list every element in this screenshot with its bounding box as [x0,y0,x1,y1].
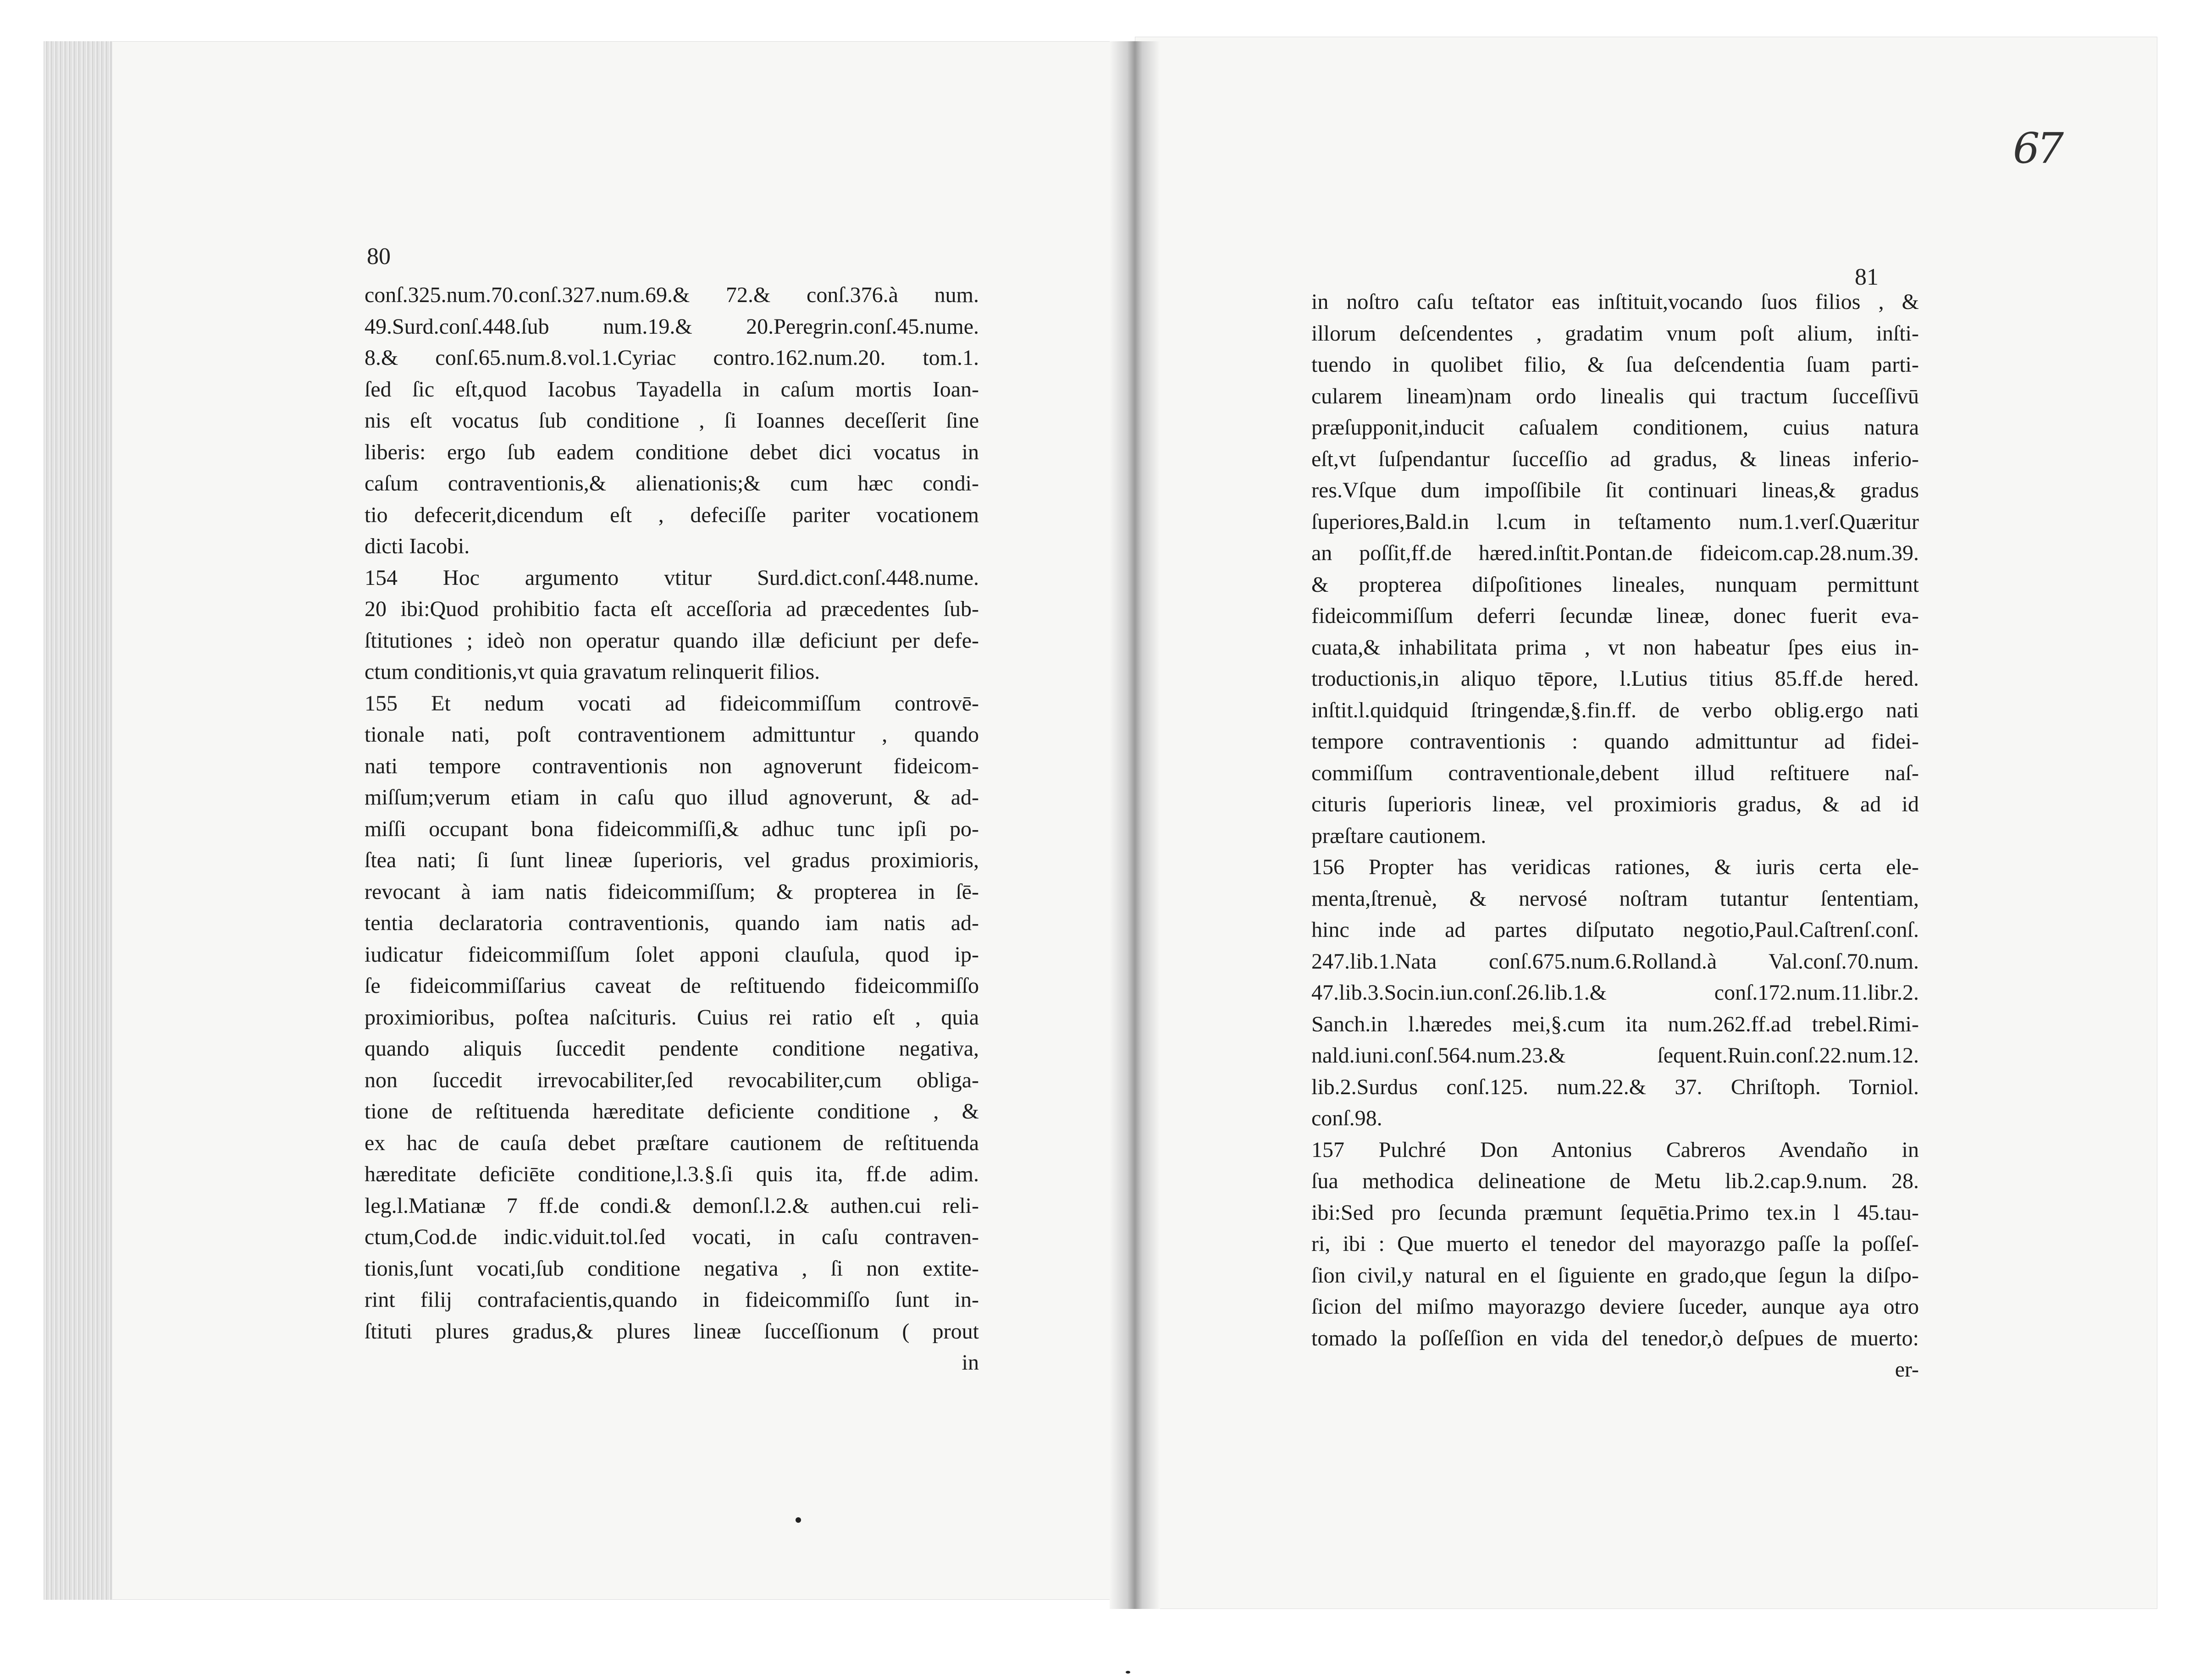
text-line: 154 Hoc argumento vtitur Surd.dict.conſ.448.nume. [365,565,979,590]
right-page-number: 81 [1855,264,1879,290]
text-line: cularem lineam)nam ordo linealis qui tractum ſucceſſivū [1311,384,1919,408]
text-line: tio defecerit,dicendum eſt , defeciſſe pariter vocationem [365,502,979,527]
text-line: nald.iuni.conſ.564.num.23.& ſequent.Ruin.conſ.22.num.12. [1311,1043,1919,1068]
text-line: 157 Pulchré Don Antonius Cabreros Avendaño in [1311,1137,1919,1162]
text-line: tentia declaratoria contraventionis, quando iam natis ad- [365,911,979,935]
text-line: quando aliquis ſuccedit pendente conditione negativa, [365,1036,979,1061]
text-line: conſ.98. [1311,1106,1382,1130]
text-line: nis eſt vocatus ſub conditione , ſi Ioannes deceſſerit ſine [365,408,979,433]
text-line: ſicion del miſmo mayorazgo deviere ſuceder, aunque aya otro [1311,1294,1919,1319]
text-line: conſ.325.num.70.conſ.327.num.69.& 72.& conſ.376.à num. [365,283,979,307]
text-line: tuendo in quolibet filio, & ſua deſcendentia ſuam parti- [1311,353,1919,377]
left-page-text [365,280,979,1379]
text-line: 155 Et nedum vocati ad fideicommiſſum controvē- [365,691,979,716]
text-line: caſum contraventionis,& alienationis;& cum hæc condi- [365,471,979,496]
text-line: ſe fideicommiſſarius caveat de reſtituendo fideicommiſſo [365,974,979,998]
text-line: ſtea nati; ſi ſunt lineæ ſuperioris, vel gradus proximioris, [365,848,979,872]
text-line: ſtitutiones ; ideò non operatur quando illæ deficiunt per defe- [365,628,979,653]
text-line: revocant à iam natis fideicommiſſum; & propterea in ſē- [365,879,979,904]
text-line: inſtit.l.quidquid ſtringendæ,§.fin.ff. de verbo oblig.ergo nati [1311,698,1919,722]
text-line: & propterea diſpoſitiones lineales, nunquam permittunt [1311,572,1919,597]
text-line: ex hac de cauſa debet præſtare cautionem de reſtituenda [365,1130,979,1155]
text-line: ſed ſic eſt,quod Iacobus Tayadella in caſum mortis Ioan- [365,377,979,402]
left-page-number: 80 [367,243,391,270]
text-line: hæreditate deficiēte conditione,l.3.§.ſi quis ita, ff.de adim. [365,1162,979,1186]
text-line: ſion civil,y natural en el ſiguiente en grado,que ſegun la diſpo- [1311,1263,1919,1288]
text-line: rint filij contrafacientis,quando in fideicommiſſo ſunt in- [365,1288,979,1312]
ink-speck [796,1517,801,1523]
text-line: liberis: ergo ſub eadem conditione debet dici vocatus in [365,440,979,464]
text-line: miſſum;verum etiam in caſu quo illud agnoverunt, & ad- [365,785,979,810]
text-line: præſupponit,inducit caſualem conditionem, cuius natura [1311,415,1919,440]
text-line: res.Vſque dum impoſſibile ſit continuari lineas,& gradus [1311,478,1919,502]
text-line: tomado la poſſeſſion en vida del tenedor,ò deſpues de muerto: [1311,1326,1919,1350]
text-line: ctum,Cod.de indic.viduit.tol.ſed vocati, in caſu contraven- [365,1225,979,1249]
text-line: proximioribus, poſtea naſcituris. Cuius rei ratio eſt , quia [365,1005,979,1030]
text-line: cituris ſuperioris lineæ, vel proximioris gradus, & ad id [1311,792,1919,816]
text-line: non ſuccedit irrevocabiliter,ſed revocabiliter,cum obliga- [365,1068,979,1092]
text-line: troductionis,in aliquo tēpore, l.Lutius titius 85.ff.de hered. [1311,666,1919,691]
text-line: iudicatur fideicommiſſum ſolet apponi clauſula, quod ip- [365,942,979,967]
text-line: ctum conditionis,vt quia gravatum relinquerit filios. [365,660,820,684]
text-line: præſtare cautionem. [1311,823,1487,848]
text-line: eſt,vt ſuſpendantur ſucceſſio ad gradus, & lineas inferio- [1311,446,1919,471]
text-line: 247.lib.1.Nata conſ.675.num.6.Rolland.à Val.conſ.70.num. [1311,949,1919,974]
text-line: dicti Iacobi. [365,534,470,558]
text-line: ſtituti plures gradus,& plures lineæ ſucceſſionum ( prout [365,1319,979,1344]
text-line: ibi:Sed pro ſecunda præmunt ſequētia.Primo tex.in l 45.tau- [1311,1200,1919,1225]
book-gutter [1110,41,1160,1609]
text-line: leg.l.Matianæ 7 ff.de condi.& demonſ.l.2.& authen.cui reli- [365,1193,979,1218]
text-line: ſuperiores,Bald.in l.cum in teſtamento num.1.verſ.Quæritur [1311,509,1919,534]
text-line: ri, ibi : Que muerto el tenedor del mayorazgo paſſe la poſſeſ- [1311,1232,1919,1256]
text-line: ſua methodica delineatione de Metu lib.2.cap.9.num. 28. [1311,1169,1919,1193]
text-line: illorum deſcendentes , gradatim vnum poſt alium, inſti- [1311,321,1919,346]
text-line: 156 Propter has veridicas rationes, & iuris certa ele- [1311,855,1919,879]
text-line: miſſi occupant bona fideicommiſſi,& adhuc tunc ipſi po- [365,816,979,841]
text-line: er- [1895,1357,1919,1382]
text-line: 47.lib.3.Socin.iun.conſ.26.lib.1.& conſ.172.num.11.libr.2. [1311,980,1919,1005]
text-line: tionale nati, poſt contraventionem admittuntur , quando [365,722,979,747]
text-line: menta,ſtrenuè, & nervosé noſtram tutantur ſententiam, [1311,886,1919,911]
text-line: 49.Surd.conſ.448.ſub num.19.& 20.Peregrin.conſ.45.nume. [365,314,979,339]
text-line: hinc inde ad partes diſputato negotio,Paul.Caſtrenſ.conſ. [1311,918,1919,942]
right-page-text [1311,286,1919,1386]
ink-speck [1126,1671,1130,1674]
text-line: in noſtro caſu teſtator eas inſtituit,vocando ſuos filios , & [1311,290,1919,314]
text-line: an poſſit,ff.de hæred.inſtit.Pontan.de fideicom.cap.28.num.39. [1311,541,1919,565]
text-line: fideicommiſſum deferri ſecundæ lineæ, donec fuerit eva- [1311,604,1919,628]
page-edges [44,41,112,1600]
text-line: 20 ibi:Quod prohibitio facta eſt acceſſoria ad præcedentes ſub- [365,597,979,621]
text-line: commiſſum contraventionale,debent illud reſtituere naſ- [1311,760,1919,785]
text-line: in [962,1350,979,1375]
text-line: lib.2.Surdus conſ.125. num.22.& 37. Chriſtoph. Torniol. [1311,1074,1919,1099]
handwritten-folio-number: 67 [2013,124,2062,173]
text-line: tempore contraventionis : quando admittuntur ad fidei- [1311,729,1919,754]
text-line: Sanch.in l.hæredes mei,§.cum ita num.262.ff.ad trebel.Rimi- [1311,1012,1919,1036]
text-line: 8.& conſ.65.num.8.vol.1.Cyriac contro.162.num.20. tom.1. [365,346,979,370]
text-line: tionis,ſunt vocati,ſub conditione negativa , ſi non extite- [365,1256,979,1281]
text-line: cuata,& inhabilitata prima , vt non habeatur ſpes eius in- [1311,635,1919,660]
text-line: tione de reſtituenda hæreditate deficiente conditione , & [365,1099,979,1124]
text-line: nati tempore contraventionis non agnoverunt fideicom- [365,754,979,778]
